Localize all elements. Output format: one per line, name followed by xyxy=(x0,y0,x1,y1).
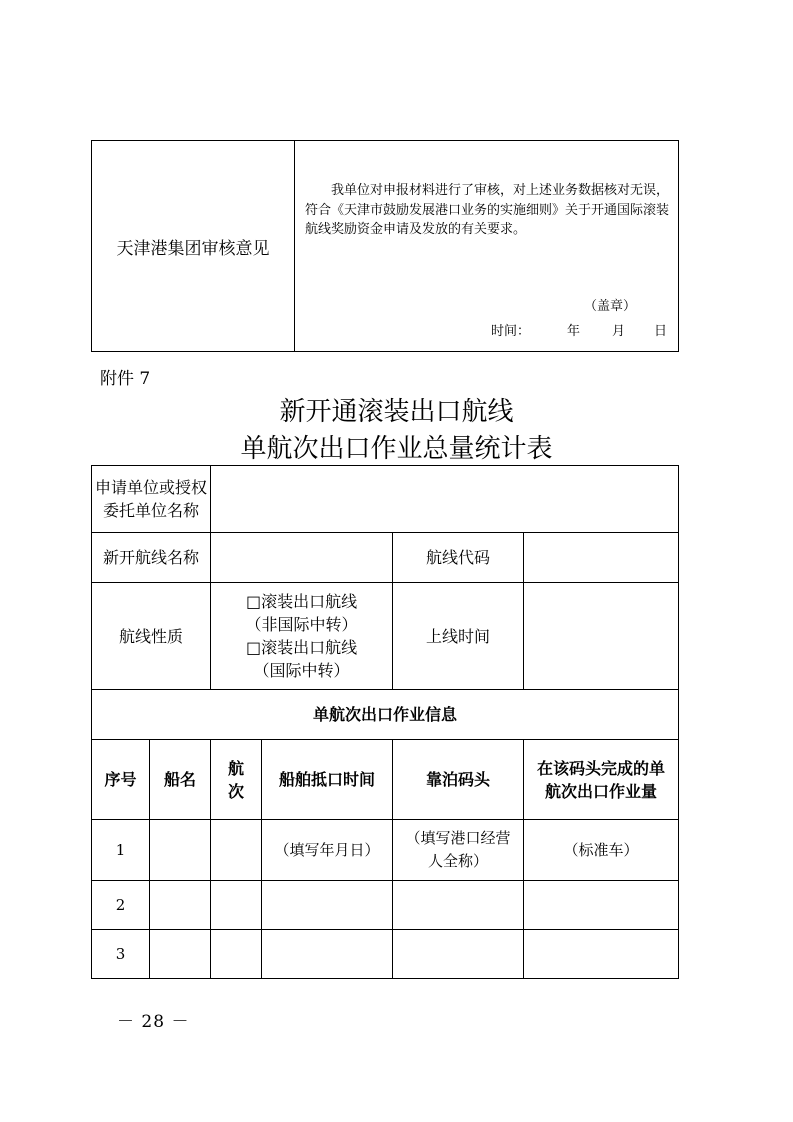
review-opinion-cell xyxy=(295,141,679,352)
section-header-row xyxy=(92,690,679,740)
col-arrival-header: 船舶抵口时间 xyxy=(262,740,393,820)
table-row xyxy=(92,930,679,979)
voyage-statistics-table xyxy=(91,465,679,979)
applicant-label: 申请单位或授权委托单位名称 xyxy=(92,466,211,533)
table-row xyxy=(92,881,679,930)
row-volume-cell[interactable] xyxy=(524,881,679,930)
row-ship-cell[interactable] xyxy=(150,820,211,881)
online-time-label: 上线时间 xyxy=(393,583,524,690)
review-row xyxy=(92,141,679,352)
row-seq: 2 xyxy=(92,881,150,930)
review-opinion-table xyxy=(91,140,679,352)
date-month-label: 月 xyxy=(612,324,626,339)
col-voyage-header: 航次 xyxy=(211,740,262,820)
column-header-row xyxy=(92,740,679,820)
online-time-value-cell[interactable] xyxy=(524,583,679,690)
row-arrival-cell[interactable] xyxy=(262,881,393,930)
col-berth-header: 靠泊码头 xyxy=(393,740,524,820)
date-year-label: 年 xyxy=(567,324,581,339)
document-title-line2: 单航次出口作业总量统计表 xyxy=(240,434,553,464)
row-berth-cell[interactable] xyxy=(393,930,524,979)
row-arrival-cell[interactable]: （填写年月日） xyxy=(262,820,393,881)
review-label: 天津港集团审核意见 xyxy=(92,141,295,352)
table-row xyxy=(92,820,679,881)
row-volume-cell[interactable] xyxy=(524,930,679,979)
attachment-label: 附件 7 xyxy=(100,369,151,389)
row-voyage-cell[interactable] xyxy=(211,820,262,881)
option-transit-line2: （国际中转） xyxy=(253,661,350,680)
route-nature-options-cell[interactable] xyxy=(211,583,393,690)
page-number: － 28 － xyxy=(117,1012,190,1032)
seal-label: （盖章） xyxy=(583,299,636,314)
route-nature-label: 航线性质 xyxy=(92,583,211,690)
date-day-label: 日 xyxy=(654,324,668,339)
row-seq: 3 xyxy=(92,930,150,979)
option-non-transit-line1[interactable]: □滚装出口航线 xyxy=(245,592,358,611)
document-title-line1: 新开通滚装出口航线 xyxy=(279,397,514,427)
option-transit-line1[interactable]: □滚装出口航线 xyxy=(245,638,358,657)
col-ship-header: 船名 xyxy=(150,740,211,820)
applicant-value-cell[interactable] xyxy=(211,466,679,533)
route-nature-row xyxy=(92,583,679,690)
section-header: 单航次出口作业信息 xyxy=(92,690,679,740)
row-berth-cell[interactable] xyxy=(393,881,524,930)
row-seq: 1 xyxy=(92,820,150,881)
route-name-value-cell[interactable] xyxy=(211,533,393,583)
row-ship-cell[interactable] xyxy=(150,930,211,979)
applicant-row xyxy=(92,466,679,533)
option-non-transit-line2: （非国际中转） xyxy=(245,615,358,634)
row-ship-cell[interactable] xyxy=(150,881,211,930)
row-arrival-cell[interactable] xyxy=(262,930,393,979)
row-volume-cell[interactable]: （标准车） xyxy=(524,820,679,881)
route-code-label: 航线代码 xyxy=(393,533,524,583)
route-name-row xyxy=(92,533,679,583)
review-opinion-text: 我单位对申报材料进行了审核，对上述业务数据核对无误，符合《天津市鼓励发展港口业务的实施细则》关于开通国际滚装航线奖励资金申请及发放的有关要求。 xyxy=(305,183,670,237)
col-volume-header: 在该码头完成的单航次出口作业量 xyxy=(524,740,679,820)
row-berth-cell[interactable]: （填写港口经营人全称） xyxy=(393,820,524,881)
row-voyage-cell[interactable] xyxy=(211,930,262,979)
row-voyage-cell[interactable] xyxy=(211,881,262,930)
date-label: 时间： xyxy=(491,324,531,339)
route-name-label: 新开航线名称 xyxy=(92,533,211,583)
col-seq-header: 序号 xyxy=(92,740,150,820)
route-code-value-cell[interactable] xyxy=(524,533,679,583)
